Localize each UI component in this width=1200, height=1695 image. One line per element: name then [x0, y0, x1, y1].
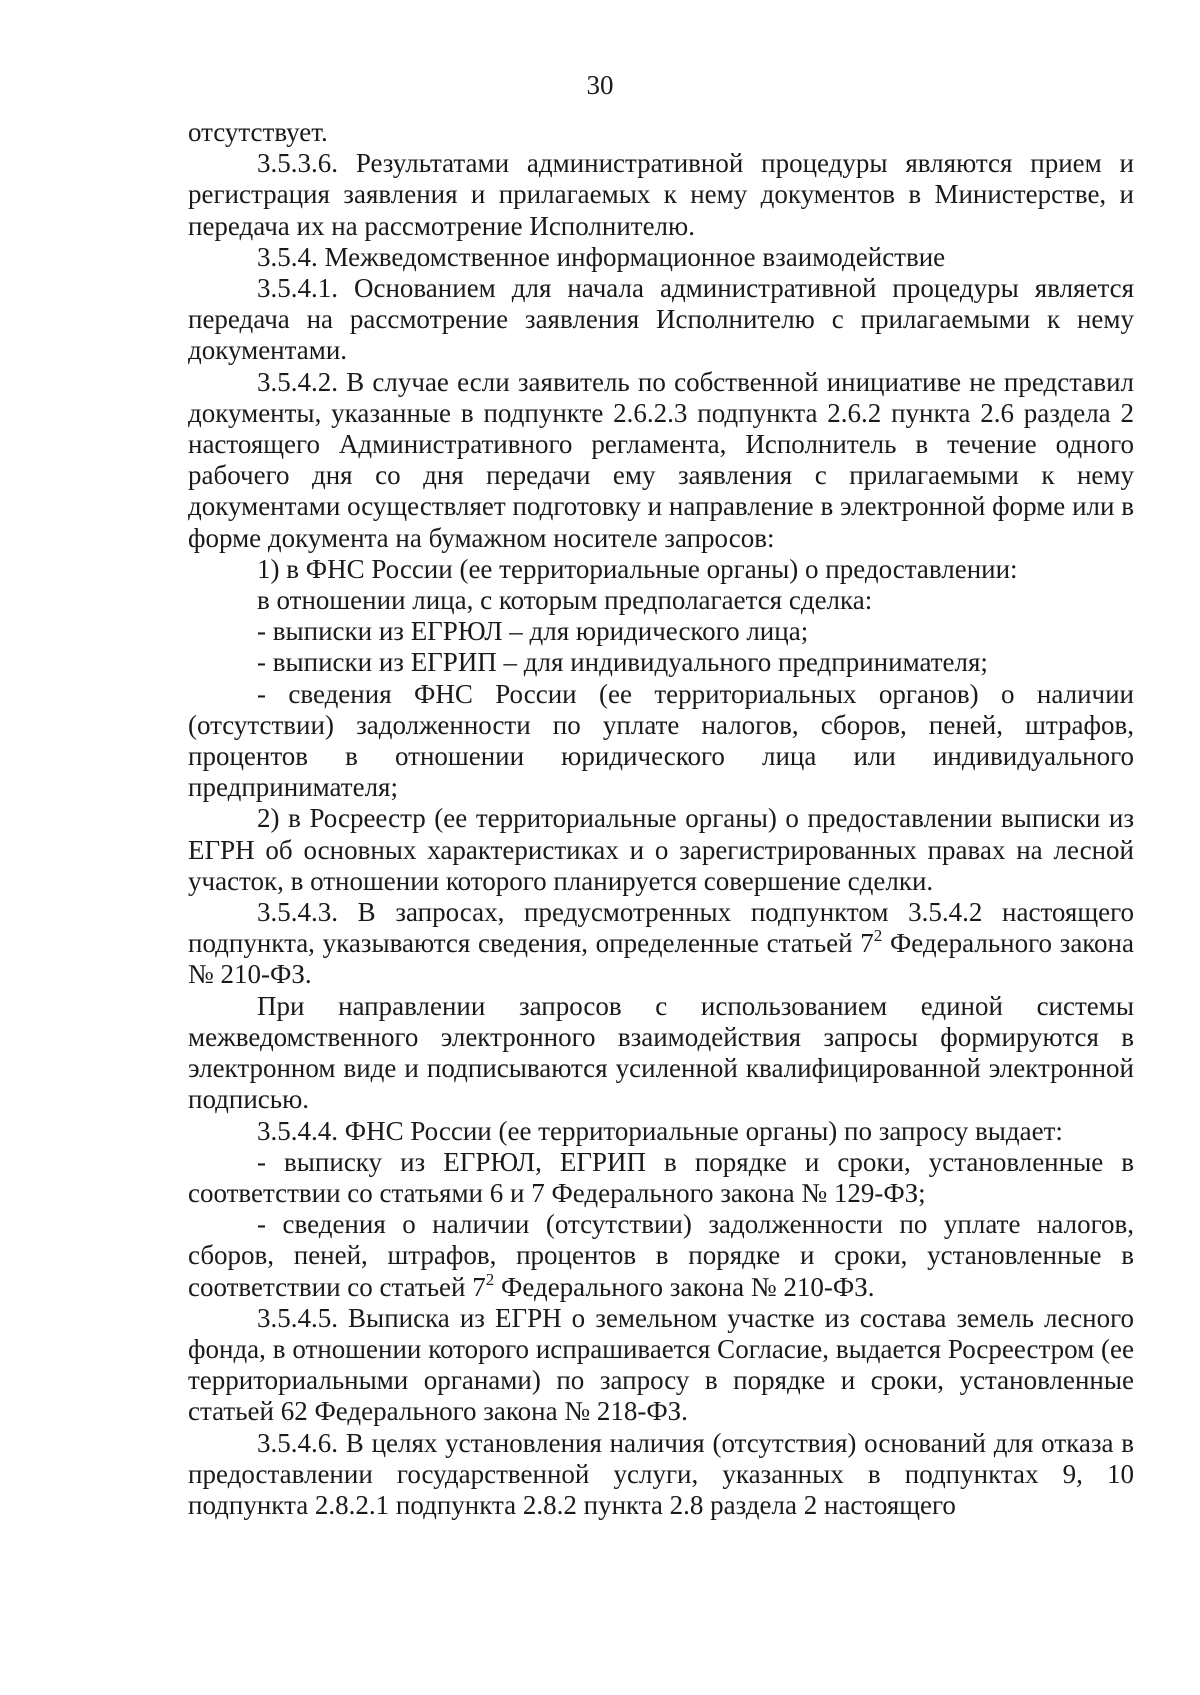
paragraph	[188, 554, 1134, 585]
paragraph-text: 2) в Росреестр (ее территориальные органы) о предоставлении выписки из ЕГРН об основных характеристиках и о зарегистрированных правах на лесной участок, в отношении которого планируется совершение сделки.	[188, 803, 1134, 896]
paragraph-text: в отношении лица, с которым предполагается сделка:	[257, 585, 873, 616]
paragraph	[188, 242, 1134, 273]
paragraph	[188, 1116, 1134, 1147]
paragraph-text: Федерального закона № 210-ФЗ.	[188, 928, 1134, 990]
paragraph	[188, 616, 1134, 647]
paragraph-text: Федерального закона № 210-ФЗ.	[494, 1271, 875, 1302]
paragraph	[188, 679, 1134, 804]
paragraph	[188, 1303, 1134, 1428]
paragraph-text: - сведения ФНС России (ее территориальных органов) о наличии (отсутствии) задолженности по уплате налогов, сборов, пеней, штрафов, процентов в отношении юридического лица или индивидуального предпринимателя;	[188, 678, 1134, 803]
paragraph-text: 3.5.4.6. В целях установления наличия (отсутствия) оснований для отказа в предоставлении государственной услуги, указанных в подпунктах 9, 10 подпункта 2.8.2.1 подпункта 2.8.2 пункта 2.8 раздела 2 настоящего	[188, 1427, 1134, 1520]
paragraph-text: - выписки из ЕГРИП – для индивидуального предпринимателя;	[257, 647, 988, 678]
paragraph-text: 1) в ФНС России (ее территориальные органы) о предоставлении:	[257, 553, 1018, 584]
paragraph	[188, 897, 1134, 991]
paragraph-text: 3.5.4.5. Выписка из ЕГРН о земельном участке из состава земель лесного фонда, в отношении которого испрашивается Согласие, выдается Росреестром (ее территориальными органами) по запросу в порядке и сроки, установленные статьей 62 Федерального закона № 218-ФЗ.	[188, 1302, 1134, 1427]
page-number: 30	[586, 70, 614, 100]
paragraph-text: отсутствует.	[188, 117, 328, 147]
paragraph-text: 3.5.3.6. Результатами административной процедуры являются прием и регистрация заявления и прилагаемых к нему документов в Министерстве, и передача их на рассмотрение Исполнителю.	[188, 148, 1134, 241]
superscript: 2	[873, 926, 883, 946]
paragraph	[188, 585, 1134, 616]
paragraph	[188, 803, 1134, 897]
paragraph	[188, 991, 1134, 1116]
paragraph	[188, 1428, 1134, 1522]
paragraph	[188, 367, 1134, 554]
paragraph-text: 3.5.4.4. ФНС России (ее территориальные органы) по запросу выдает:	[257, 1115, 1063, 1146]
paragraph-text: - выписку из ЕГРЮЛ, ЕГРИП в порядке и сроки, установленные в соответствии со статьями 6 и 7 Федерального закона № 129-ФЗ;	[188, 1146, 1134, 1208]
paragraph-text: - сведения о наличии (отсутствии) задолженности по уплате налогов, сборов, пеней, штрафов, процентов в порядке и сроки, установленные в соответствии со статьей 7	[188, 1209, 1134, 1302]
paragraph-text: 3.5.4. Межведомственное информационное взаимодействие	[257, 241, 946, 272]
superscript: 2	[485, 1269, 495, 1289]
paragraph-text: 3.5.4.2. В случае если заявитель по собственной инициативе не представил документы, указанные в подпункте 2.6.2.3 подпункта 2.6.2 пункта 2.6 раздела 2 настоящего Административного регламента, Исполнитель в течение одного рабочего дня со дня передачи ему заявления с прилагаемыми к нему документами осуществляет подготовку и направление в электронной форме или в форме документа на бумажном носителе запросов:	[188, 366, 1134, 553]
paragraph	[188, 647, 1134, 678]
paragraph-text: При направлении запросов с использованием единой системы межведомственного электронного взаимодействия запросы формируются в электронном виде и подписываются усиленной квалифицированной электронной подписью.	[188, 990, 1134, 1115]
paragraph	[188, 273, 1134, 367]
paragraph-text: 3.5.4.3. В запросах, предусмотренных подпунктом 3.5.4.2 настоящего подпункта, указываются сведения, определенные статьей 7	[188, 897, 1134, 959]
paragraph-text: 3.5.4.1. Основанием для начала административной процедуры является передача на рассмотрение заявления Исполнителю с прилагаемыми к нему документами.	[188, 273, 1134, 366]
paragraph-text: - выписки из ЕГРЮЛ – для юридического лица;	[257, 616, 809, 647]
paragraph	[188, 1147, 1134, 1209]
paragraph	[188, 117, 1134, 148]
paragraph	[188, 148, 1134, 242]
paragraph	[188, 1209, 1134, 1303]
document-body	[188, 117, 1134, 1521]
